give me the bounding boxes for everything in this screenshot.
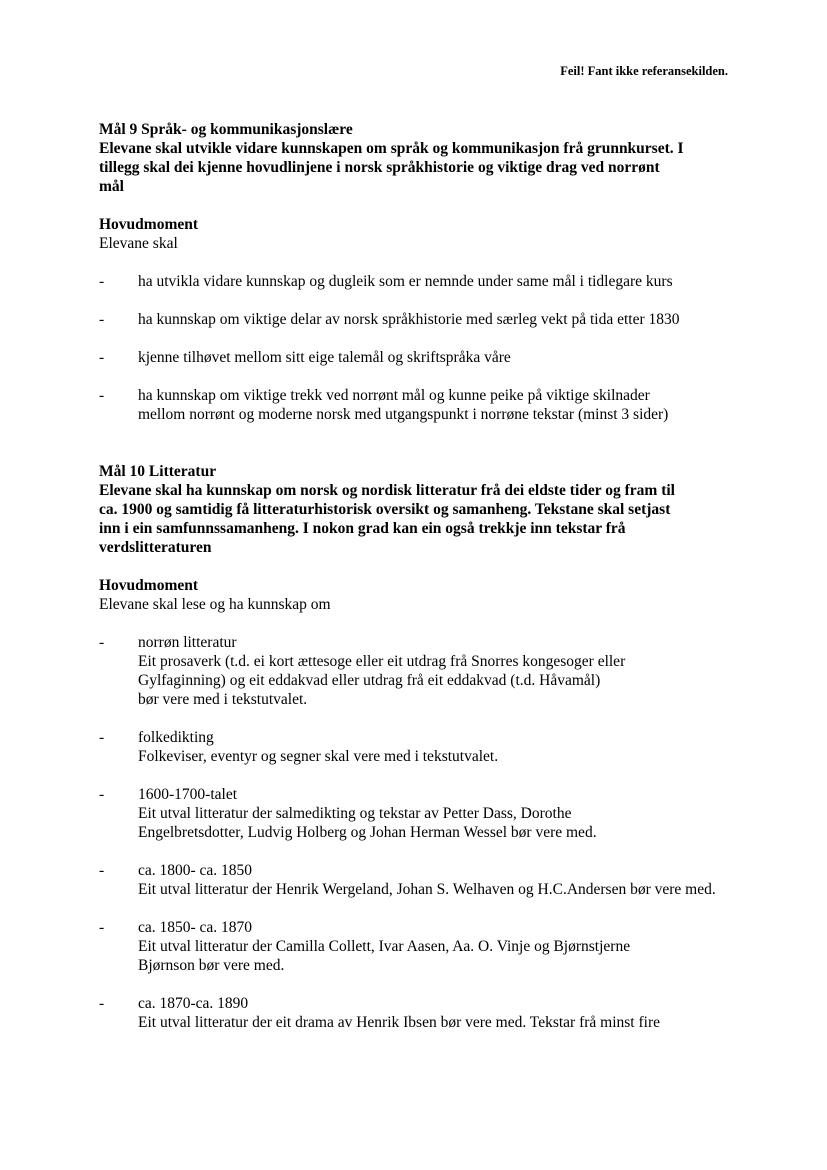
list-item: [99, 728, 739, 766]
list-item-heading: ca. 1870-ca. 1890: [138, 995, 249, 1012]
document-body: [99, 120, 739, 1051]
goal-9-description: [99, 139, 739, 196]
list-item-text: Gylfaginning) og eit eddakvad eller utdrag frå eit eddakvad (t.d. Håvamål): [138, 672, 601, 689]
goal-9-desc-line: Elevane skal utvikle vidare kunnskapen om språk og kommunikasjon frå grunnkurset. I: [99, 140, 684, 157]
list-item-text: ha utvikla vidare kunnskap og dugleik som er nemnde under same mål i tidlegare kurs: [138, 273, 673, 290]
list-item-heading: ca. 1850- ca. 1870: [138, 919, 253, 936]
list-item-heading: norrøn litteratur: [138, 634, 237, 651]
list-item: [99, 310, 739, 329]
list-item-text: Eit utval litteratur der Henrik Wergeland, Johan S. Welhaven og H.C.Andersen bør vere med.: [138, 881, 716, 898]
list-item-text: Eit utval litteratur der Camilla Collett, Ivar Aasen, Aa. O. Vinje og Bjørnstjerne: [138, 938, 631, 955]
list-dash: -: [99, 349, 105, 366]
list-item-text: ha kunnskap om viktige delar av norsk språkhistorie med særleg vekt på tida etter 1830: [138, 311, 680, 328]
goal-10-desc-line: inn i ein samfunnssamanheng. I nokon grad kan ein også trekkje inn tekstar frå: [99, 520, 626, 537]
goal-10-hovudmoment-heading: Hovudmoment: [99, 577, 199, 594]
list-dash: -: [99, 273, 105, 290]
goal-9-intro: Elevane skal: [99, 235, 178, 252]
goal-10-desc-line: Elevane skal ha kunnskap om norsk og nordisk litteratur frå dei eldste tider og fram til: [99, 482, 675, 499]
list-item-text: ha kunnskap om viktige trekk ved norrønt mål og kunne peike på viktige skilnader: [138, 387, 650, 404]
list-dash: -: [99, 387, 105, 404]
list-dash: -: [99, 311, 105, 328]
list-item: [99, 633, 739, 709]
goal-10-title: Mål 10 Litteratur: [99, 463, 217, 480]
list-item-text: Eit prosaverk (t.d. ei kort ættesoge eller eit utdrag frå Snorres kongesoger eller: [138, 653, 626, 670]
list-item-text: Engelbretsdotter, Ludvig Holberg og Johan Herman Wessel bør vere med.: [138, 824, 597, 841]
list-item: [99, 386, 739, 424]
goal-9-section: [99, 120, 739, 424]
goal-9-list: [99, 272, 739, 424]
list-item-heading: folkedikting: [138, 729, 214, 746]
list-dash: -: [99, 634, 105, 651]
list-item-text: Eit utval litteratur der salmedikting og tekstar av Petter Dass, Dorothe: [138, 805, 572, 822]
goal-9-hovudmoment-heading: Hovudmoment: [99, 216, 199, 233]
goal-9-desc-line: tillegg skal dei kjenne hovudlinjene i norsk språkhistorie og viktige drag ved norrønt: [99, 159, 660, 176]
page-header: Feil! Fant ikke referansekilden.: [560, 64, 728, 78]
goal-9-desc-line: mål: [99, 178, 124, 195]
list-item: [99, 918, 739, 975]
list-item-heading: 1600-1700-talet: [138, 786, 238, 803]
list-item: [99, 272, 739, 291]
list-item-text: Folkeviser, eventyr og segner skal vere med i tekstutvalet.: [138, 748, 499, 765]
list-item: [99, 994, 739, 1032]
list-item: [99, 348, 739, 367]
list-item-text: kjenne tilhøvet mellom sitt eige talemål og skriftspråka våre: [138, 349, 511, 366]
list-item-text: Bjørnson bør vere med.: [138, 957, 285, 974]
goal-10-desc-line: ca. 1900 og samtidig få litteraturhistorisk oversikt og samanheng. Tekstane skal setjast: [99, 501, 671, 518]
list-dash: -: [99, 786, 105, 803]
list-dash: -: [99, 862, 105, 879]
list-item: [99, 785, 739, 842]
goal-10-list: [99, 633, 739, 1032]
list-dash: -: [99, 995, 105, 1012]
goal-9-title: Mål 9 Språk- og kommunikasjonslære: [99, 121, 353, 138]
goal-10-desc-line: verdslitteraturen: [99, 539, 212, 556]
goal-10-intro: Elevane skal lese og ha kunnskap om: [99, 596, 331, 613]
list-item-text: mellom norrønt og moderne norsk med utgangspunkt i norrøne tekstar (minst 3 sider): [138, 406, 669, 423]
list-item-heading: ca. 1800- ca. 1850: [138, 862, 253, 879]
goal-10-section: [99, 462, 739, 1032]
list-item: [99, 861, 739, 899]
list-dash: -: [99, 919, 105, 936]
list-item-text: bør vere med i tekstutvalet.: [138, 691, 308, 708]
goal-10-description: [99, 481, 739, 557]
list-item-text: Eit utval litteratur der eit drama av Henrik Ibsen bør vere med. Tekstar frå minst fire: [138, 1014, 660, 1031]
list-dash: -: [99, 729, 105, 746]
